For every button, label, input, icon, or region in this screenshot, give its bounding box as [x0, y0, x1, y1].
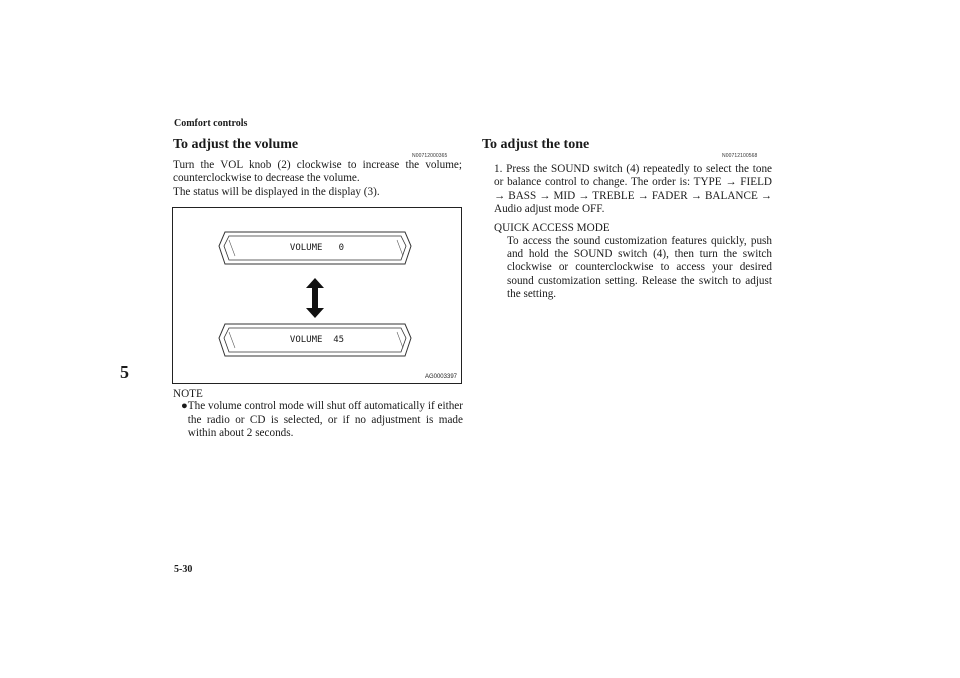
bullet-icon: ● — [181, 400, 188, 412]
tone-section-code: N00712100568 — [722, 153, 758, 159]
page-number: 5-30 — [174, 564, 193, 575]
volume-paragraph-2: The status will be displayed in the display (3). — [173, 186, 380, 198]
quick-access-body: To access the sound customization features quickly, push and hold the SOUND switch (4), then turn the switch clockwise or counterclockwise to access your desired sound customization setting. Release the switch to adjust the setting. — [507, 235, 772, 300]
volume-display-illustration — [173, 208, 461, 383]
volume-paragraph-1: Turn the VOL knob (2) clockwise to increase the volume; counterclockwise to decrease the volume. — [173, 159, 462, 185]
note-text: The volume control mode will shut off automatically if either the radio or CD is selected, or if no adjustment is made within about 2 seconds. — [187, 400, 463, 440]
figure-code: AG0003397 — [424, 374, 457, 380]
volume-section-code: N00712000365 — [412, 153, 448, 159]
display-readout-bottom: VOLUME 45 — [289, 335, 345, 345]
quick-access-title: QUICK ACCESS MODE — [494, 222, 610, 234]
tone-heading: To adjust the tone — [482, 137, 590, 152]
section-header: Comfort controls — [174, 118, 248, 129]
volume-display-figure — [172, 207, 462, 384]
display-readout-top: VOLUME 0 — [289, 243, 345, 253]
note-item — [181, 400, 463, 441]
chapter-number: 5 — [120, 362, 129, 382]
volume-heading: To adjust the volume — [173, 137, 299, 152]
tone-step-1: 1. Press the SOUND switch (4) repeatedly to select the tone or balance control to change. The order is: TYPE → FIELD → BASS → MID → TREBLE → FADER → BALANCE → Audio adjust mode OFF. — [494, 163, 772, 216]
double-arrow-icon — [306, 278, 324, 318]
note-title: NOTE — [173, 388, 203, 400]
